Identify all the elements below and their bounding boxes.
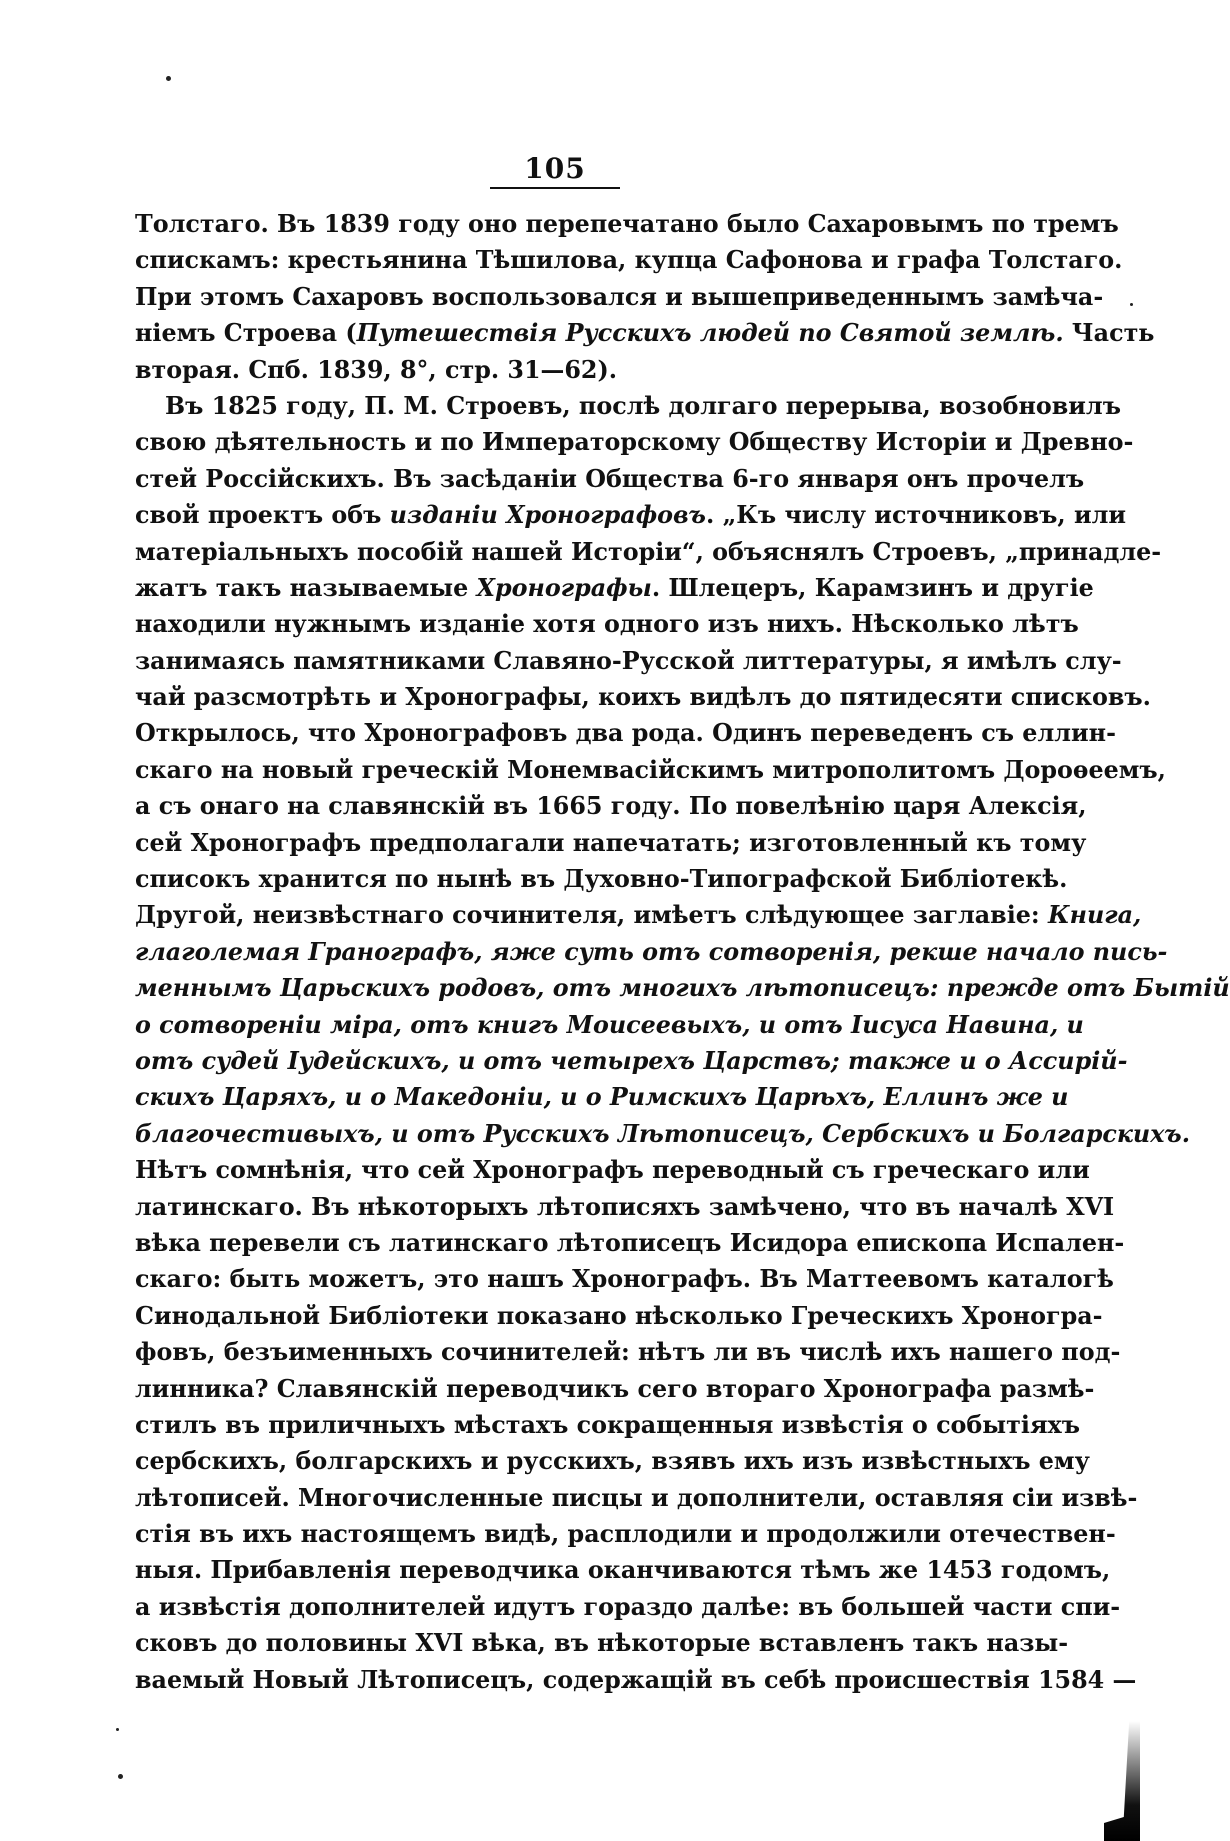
text-line: [135, 1261, 1114, 1297]
italic-text-run: Книга,: [1047, 901, 1142, 930]
text-line: [135, 279, 1104, 315]
text-line: [135, 1371, 1095, 1407]
text-run: жатъ такъ называемые: [135, 573, 477, 602]
scan-edge-mark: [1104, 1721, 1140, 1841]
text-line: [135, 1298, 1103, 1334]
text-run: сей Хронографъ предполагали напечатать; изготовленный къ тому: [135, 828, 1087, 857]
text-line: [135, 1480, 1138, 1516]
italic-text-run: отъ судей Іудейскихъ, и отъ четырехъ Царствъ; также и о Ассирій-: [135, 1046, 1128, 1075]
text-line: [135, 1407, 1080, 1443]
text-line: [135, 1625, 1069, 1661]
text-run: чай разсмотрѣть и Хронографы, коихъ видѣлъ до пятидесяти списковъ.: [135, 683, 1151, 712]
italic-text-run: Путешествія Русскихъ людей по Святой землѣ.: [356, 319, 1064, 348]
text-run: ніемъ Строева (: [135, 319, 357, 348]
text-run: Въ 1825 году, П. М. Строевъ, послѣ долгаго перерыва, возобновилъ: [165, 391, 1121, 420]
text-line: [135, 788, 1087, 824]
text-line: [135, 388, 1121, 424]
text-run: ныя. Прибавленія переводчика оканчиваются тѣмъ же 1453 годомъ,: [135, 1556, 1111, 1585]
text-run: При этомъ Сахаровъ воспользовался и вышеприведеннымъ замѣча-: [135, 282, 1104, 311]
text-line: [135, 1189, 1115, 1225]
text-line: [135, 497, 1127, 533]
text-run: сербскихъ, болгарскихъ и русскихъ, взявъ ихъ изъ извѣстныхъ ему: [135, 1447, 1090, 1476]
text-line: [135, 461, 1085, 497]
text-line: [135, 679, 1151, 715]
italic-text-run: благочестивыхъ, и отъ Русскихъ Лѣтописецъ, Сербскихъ и Болгарскихъ.: [135, 1119, 1191, 1148]
text-run: . „Къ числу источниковъ, или: [706, 501, 1127, 530]
text-run: латинскаго. Въ нѣкоторыхъ лѣтописяхъ замѣчено, что въ началѣ XVI: [135, 1192, 1115, 1221]
text-line: [135, 1516, 1116, 1552]
italic-text-run: глаголемая Гранографъ, яже суть отъ сотворенія, рекше начало пись-: [135, 937, 1168, 966]
text-run: стилъ въ приличныхъ мѣстахъ сокращенныя извѣстія о событіяхъ: [135, 1410, 1080, 1439]
text-line: [135, 861, 1068, 897]
italic-text-run: Хронографы: [476, 573, 652, 602]
text-line: [135, 715, 1116, 751]
text-line: [135, 315, 1155, 351]
text-line: [135, 606, 1079, 642]
text-run: Часть: [1063, 319, 1155, 348]
text-run: а съ онаго на славянскій въ 1665 году. По повелѣнію царя Алексія,: [135, 792, 1087, 821]
text-line: [135, 1443, 1090, 1479]
text-line: [135, 825, 1087, 861]
text-line: [135, 534, 1162, 570]
text-run: вѣка перевели съ латинскаго лѣтописецъ Исидора епископа Испален-: [135, 1228, 1125, 1257]
text-line: [135, 1152, 1090, 1188]
text-line: [135, 1007, 1084, 1043]
text-line: [135, 424, 1134, 460]
text-run: Открылось, что Хронографовъ два рода. Одинъ переведенъ съ еллин-: [135, 719, 1116, 748]
text-run: фовъ, безъименныхъ сочинителей: нѣтъ ли въ числѣ ихъ нашего под-: [135, 1338, 1121, 1367]
text-run: Другой, неизвѣстнаго сочинителя, имѣетъ слѣдующее заглавіе:: [135, 901, 1048, 930]
text-run: стей Россійскихъ. Въ засѣданіи Общества 6-го января онъ прочелъ: [135, 464, 1085, 493]
print-speck: [1130, 303, 1133, 306]
italic-text-run: изданіи Хронографовъ: [389, 501, 706, 530]
italic-text-run: меннымъ Царьскихъ родовъ, отъ многихъ лѣтописецъ: прежде отъ Бытій: [135, 974, 1230, 1003]
text-run: Нѣтъ сомнѣнія, что сей Хронографъ переводный съ греческаго или: [135, 1156, 1090, 1185]
text-run: занимаясь памятниками Славяно-Русской литтературы, я имѣлъ слу-: [135, 646, 1122, 675]
text-line: [135, 1552, 1111, 1588]
text-run: скаго на новый греческій Монемвасійскимъ митрополитомъ Дороѳеемъ,: [135, 755, 1166, 784]
text-run: свой проектъ объ: [135, 501, 390, 530]
text-run: . Шлецеръ, Карамзинъ и другіе: [651, 573, 1094, 602]
text-run: свою дѣятельность и по Императорскому Обществу Исторіи и Древно-: [135, 428, 1134, 457]
text-line: [135, 1116, 1191, 1152]
page-number-rule: [490, 187, 620, 189]
text-run: матеріальныхъ пособій нашей Исторіи“, объяснялъ Строевъ, „принадле-: [135, 537, 1162, 566]
text-line: [135, 570, 1094, 606]
text-run: списокъ хранится по нынѣ въ Духовно-Типографской Библіотекѣ.: [135, 865, 1068, 894]
text-run: линника? Славянскій переводчикъ сего втораго Хронографа размѣ-: [135, 1374, 1095, 1403]
text-line: [135, 970, 1230, 1006]
text-run: ваемый Новый Лѣтописецъ, содержащій въ себѣ происшествія 1584 —: [135, 1665, 1137, 1694]
text-line: [135, 206, 1119, 242]
text-line: [135, 643, 1122, 679]
text-run: Толстаго. Въ 1839 году оно перепечатано было Сахаровымъ по тремъ: [135, 210, 1119, 238]
print-speck: [118, 1774, 123, 1779]
text-line: [135, 242, 1123, 278]
text-run: лѣтописей. Многочисленные писцы и дополнители, оставляя сіи извѣ-: [135, 1483, 1138, 1512]
text-line: [135, 352, 980, 388]
text-run: стія въ ихъ настоящемъ видѣ, расплодили и продолжили отечествен-: [135, 1520, 1116, 1549]
text-line: [135, 1662, 1137, 1698]
text-run: скаго: быть можетъ, это нашъ Хронографъ. Въ Маттеевомъ каталогѣ: [135, 1265, 1114, 1294]
text-line: [135, 1334, 1121, 1370]
text-line: [135, 1225, 1125, 1261]
page-number: 105: [524, 152, 586, 185]
text-line: [135, 934, 1168, 970]
text-run: а извѣстія дополнителей идутъ гораздо далѣе: въ большей части спи-: [135, 1592, 1121, 1621]
text-run: находили нужнымъ изданіе хотя одного изъ нихъ. Нѣсколько лѣтъ: [135, 610, 1079, 639]
print-speck: [166, 76, 171, 81]
italic-text-run: о сотвореніи міра, отъ книгъ Моисеевыхъ, и отъ Іисуса Навина, и: [135, 1010, 1084, 1039]
text-line: [135, 897, 1142, 933]
text-run: сковъ до половины XVI вѣка, въ нѣкоторые вставленъ такъ назы-: [135, 1629, 1069, 1658]
text-line: [135, 1589, 1121, 1625]
text-run: вторая. Спб. 1839, 8°, стр. 31—62).: [135, 355, 618, 384]
text-run: Синодальной Библіотеки показано нѣсколько Греческихъ Хроногра-: [135, 1301, 1103, 1330]
body-text: [135, 206, 1230, 1698]
text-run: спискамъ: крестьянина Тѣшилова, купца Сафонова и графа Толстаго.: [135, 246, 1123, 275]
italic-text-run: скихъ Царяхъ, и о Македоніи, и о Римскихъ Царѣхъ, Еллинъ же и: [135, 1083, 1069, 1112]
text-line: [135, 1043, 1128, 1079]
text-line: [135, 1079, 1069, 1115]
print-speck: [116, 1728, 119, 1731]
text-line: [135, 752, 1166, 788]
